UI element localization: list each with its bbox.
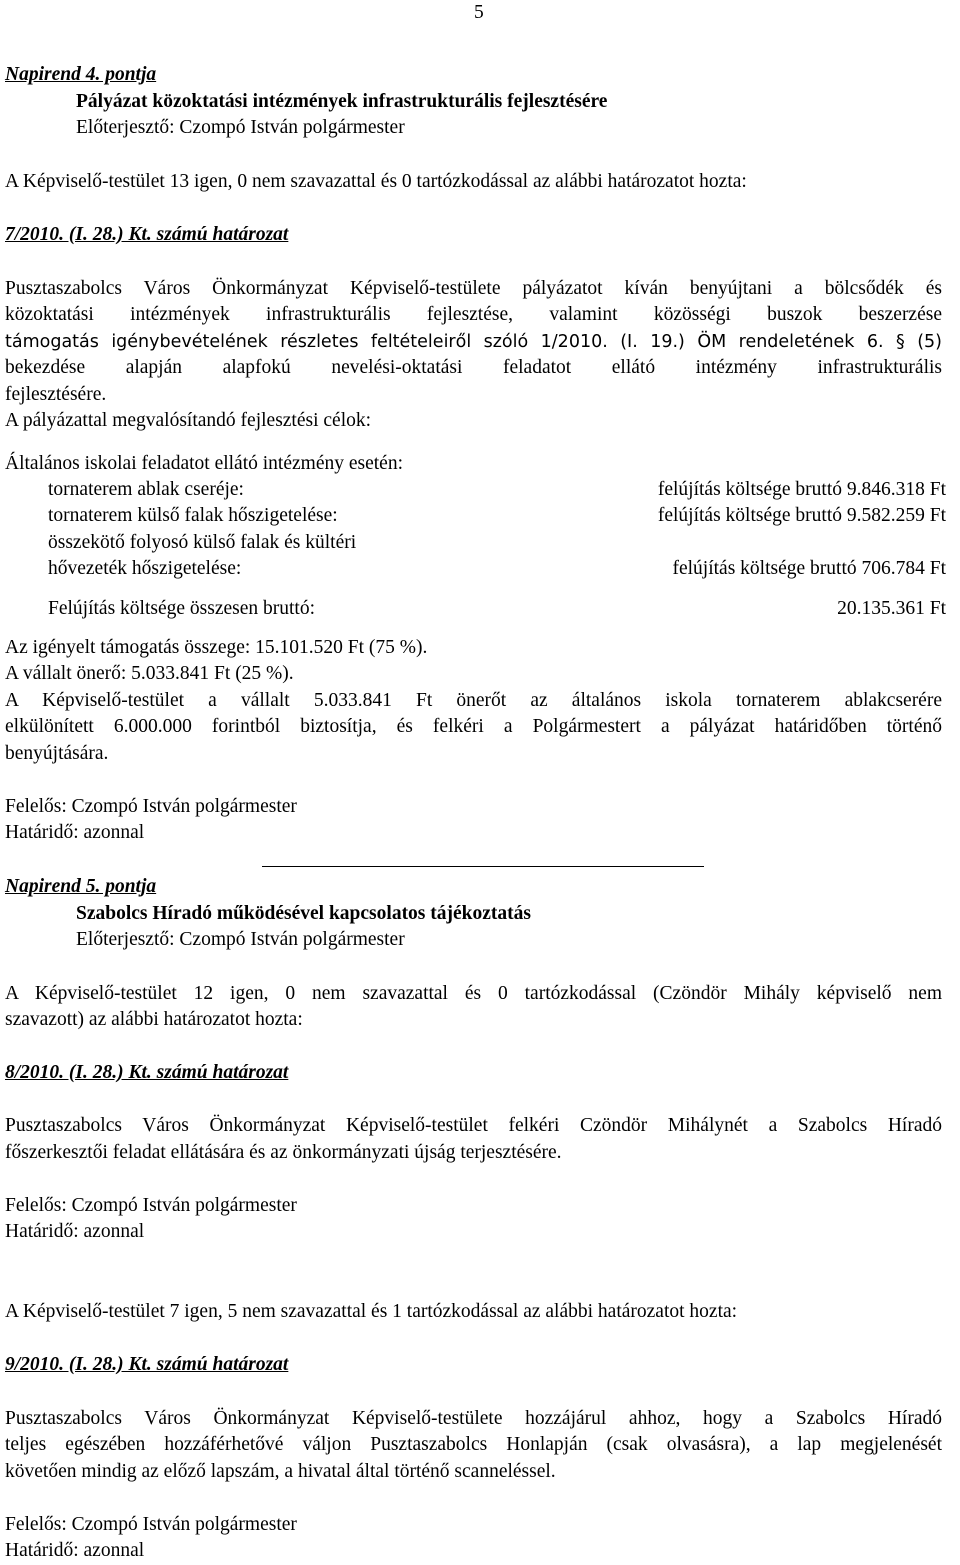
resolution-8-line: Pusztaszabolcs Város Önkormányzat Képviselő-testület felkéri Czöndör Mihálynét a Szabolcs Híradó bbox=[5, 1115, 942, 1136]
resolution-8-line: főszerkesztői feladat ellátására és az önkormányzati újság terjesztésére. bbox=[5, 1142, 562, 1163]
decision-line: A Képviselő-testület a vállalt 5.033.841 Ft önerőt az általános iskola tornaterem ablakcserére bbox=[5, 690, 942, 711]
resolution-7-id: 7/2010. (I. 28.) Kt. számú határozat bbox=[5, 224, 289, 245]
item-name: hővezeték hőszigetelése: bbox=[48, 558, 242, 579]
agenda5-title: Szabolcs Híradó működésével kapcsolatos tájékoztatás bbox=[76, 903, 531, 924]
own-contribution: A vállalt önerő: 5.033.841 Ft (25 %). bbox=[5, 663, 294, 684]
deadline: Határidő: azonnal bbox=[5, 1221, 145, 1242]
item-cost: felújítás költsége bruttó 9.846.318 Ft bbox=[657, 479, 946, 500]
decision-line: elkülönített 6.000.000 forintból biztosítja, és felkéri a Polgármestert a pályázat határidőben történő bbox=[5, 716, 942, 737]
agenda4-heading: Napirend 4. pontja bbox=[5, 64, 157, 85]
agenda5-vote-line: szavazott) az alábbi határozatot hozta: bbox=[5, 1009, 303, 1030]
resolution-7-line: fejlesztésére. bbox=[5, 384, 107, 405]
goals-intro: A pályázattal megvalósítandó fejlesztési célok: bbox=[5, 410, 372, 431]
resolution-9-line: teljes egészében hozzáférhetővé váljon Pusztaszabolcs Honlapján (csak olvasásra), a lap megjelenését bbox=[5, 1434, 942, 1455]
agenda5-vote2: A Képviselő-testület 7 igen, 5 nem szavazattal és 1 tartózkodással az alábbi határozatot hozta: bbox=[5, 1301, 738, 1322]
resolution-7-line: Pusztaszabolcs Város Önkormányzat Képviselő-testülete pályázatot kíván benyújtani a bölcsődék és bbox=[5, 278, 942, 299]
agenda4-vote: A Képviselő-testület 13 igen, 0 nem szavazattal és 0 tartózkodással az alábbi határozatot hozta: bbox=[5, 171, 747, 192]
total-value: 20.135.361 Ft bbox=[837, 598, 946, 619]
agenda5-heading: Napirend 5. pontja bbox=[5, 876, 157, 897]
support-amount: Az igényelt támogatás összege: 15.101.520 Ft (75 %). bbox=[5, 637, 428, 658]
item-cost: felújítás költsége bruttó 706.784 Ft bbox=[672, 558, 946, 579]
resolution-9-line: Pusztaszabolcs Város Önkormányzat Képviselő-testülete hozzájárul ahhoz, hogy a Szabolcs Híradó bbox=[5, 1408, 942, 1429]
agenda4-title: Pályázat közoktatási intézmények infrastrukturális fejlesztésére bbox=[76, 91, 608, 112]
responsible: Felelős: Czompó István polgármester bbox=[5, 1514, 297, 1535]
total-label: Felújítás költsége összesen bruttó: bbox=[48, 598, 316, 619]
resolution-7-line: közoktatási intézmények infrastrukturális fejlesztése, valamint közösségi buszok beszerzése bbox=[5, 304, 942, 325]
resolution-9-id: 9/2010. (I. 28.) Kt. számú határozat bbox=[5, 1354, 289, 1375]
resolution-8-id: 8/2010. (I. 28.) Kt. számú határozat bbox=[5, 1062, 289, 1083]
item-cost: felújítás költsége bruttó 9.582.259 Ft bbox=[657, 505, 946, 526]
responsible: Felelős: Czompó István polgármester bbox=[5, 796, 297, 817]
school-intro: Általános iskolai feladatot ellátó intézmény esetén: bbox=[5, 453, 403, 474]
deadline: Határidő: azonnal bbox=[5, 1540, 145, 1561]
resolution-7-line: bekezdése alapján alapfokú nevelési-oktatási feladatot ellátó intézmény infrastrukturális bbox=[5, 357, 942, 378]
responsible: Felelős: Czompó István polgármester bbox=[5, 1195, 297, 1216]
page-number: 5 bbox=[474, 2, 484, 23]
agenda4-presenter: Előterjesztő: Czompó István polgármester bbox=[76, 117, 405, 138]
resolution-7-line: támogatás igénybevételének részletes feltételeiről szóló 1/2010. (I. 19.) ÖM rendeletének 6. § (5) bbox=[5, 332, 942, 352]
resolution-9-line: követően mindig az előző lapszám, a hivatal által történő scanneléssel. bbox=[5, 1461, 556, 1482]
item-name-line1: összekötő folyosó külső falak és kültéri bbox=[48, 532, 357, 553]
agenda5-vote-line: A Képviselő-testület 12 igen, 0 nem szavazattal és 0 tartózkodással (Czöndör Mihály képviselő nem bbox=[5, 983, 942, 1004]
decision-line: benyújtására. bbox=[5, 743, 109, 764]
item-name: tornaterem ablak cseréje: bbox=[48, 479, 244, 500]
section-divider bbox=[262, 866, 704, 867]
item-name: tornaterem külső falak hőszigetelése: bbox=[48, 505, 338, 526]
agenda5-presenter: Előterjesztő: Czompó István polgármester bbox=[76, 929, 405, 950]
deadline: Határidő: azonnal bbox=[5, 822, 145, 843]
